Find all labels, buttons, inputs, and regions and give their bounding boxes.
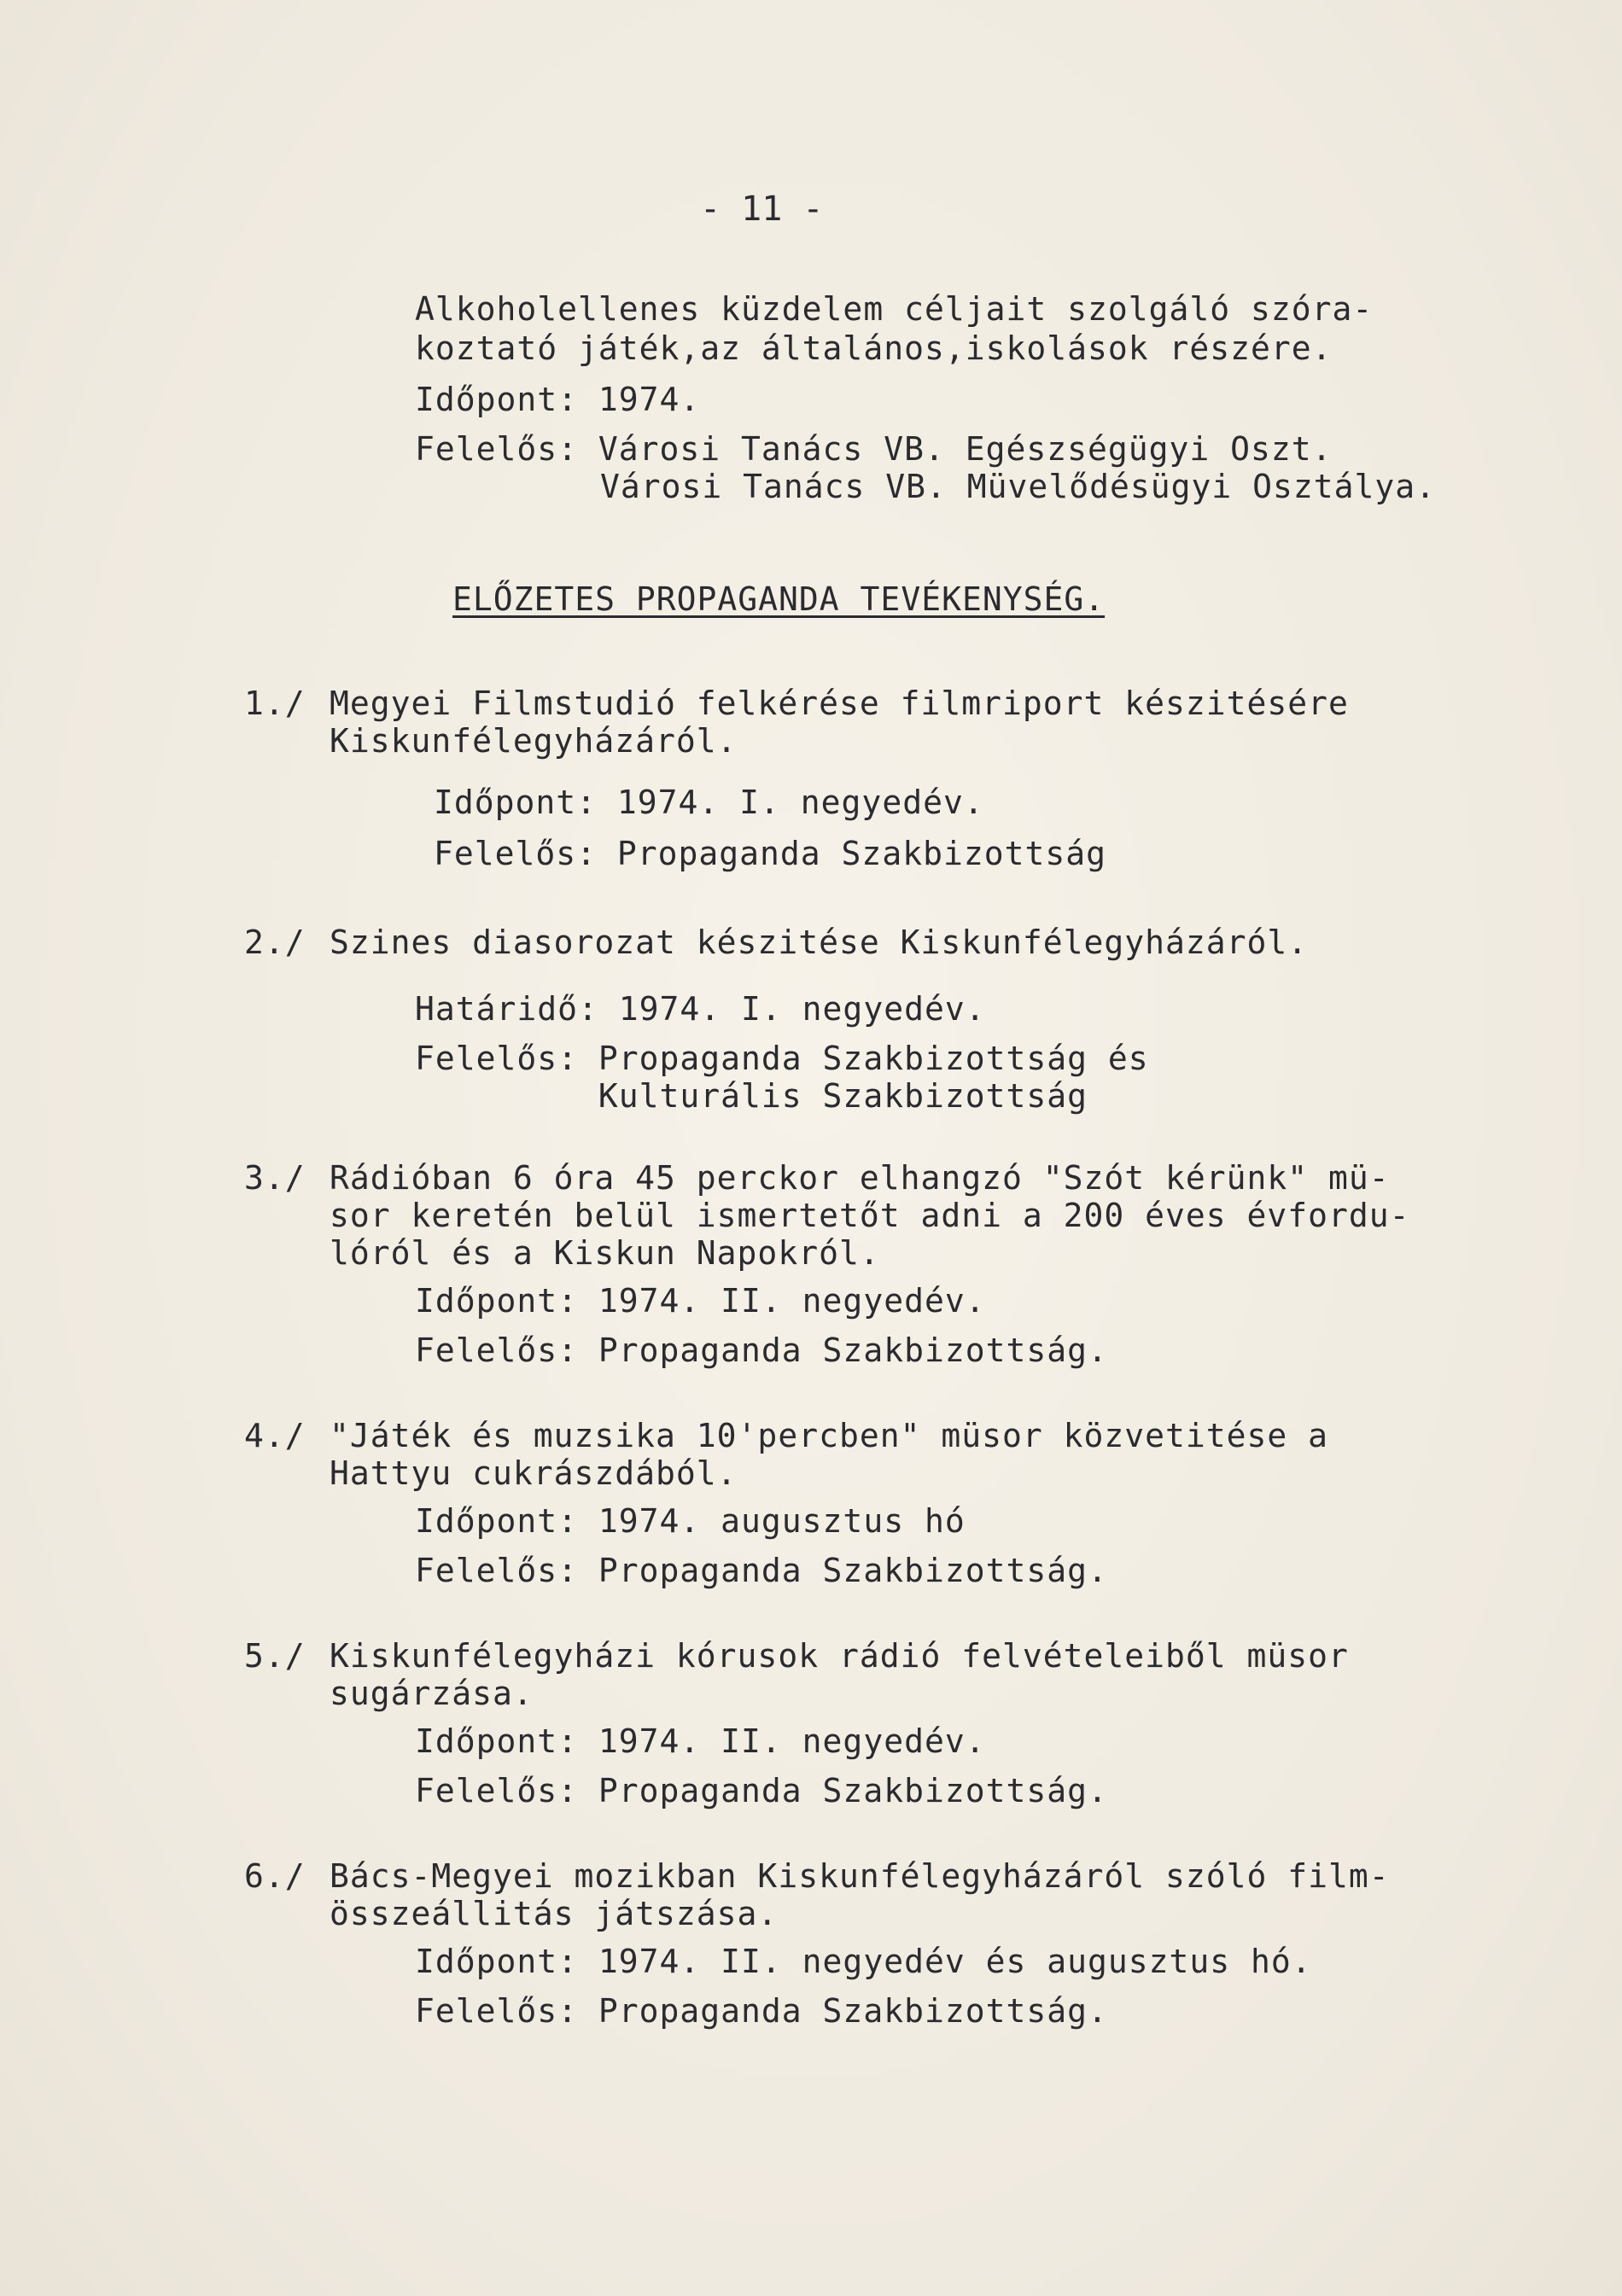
item-responsible: Felelős: Propaganda Szakbizottság <box>434 835 1106 872</box>
item-responsible: Felelős: Propaganda Szakbizottság és <box>415 1040 1149 1077</box>
item-number: 6./ <box>244 1857 306 1895</box>
item-text: Hattyu cukrászdából. <box>330 1454 738 1492</box>
item-time: Időpont: 1974. I. negyedév. <box>434 784 984 821</box>
item-text: Megyei Filmstudió felkérése filmriport készitésére <box>330 685 1349 722</box>
intro-line-1: Alkoholellenes küzdelem céljait szolgáló szóra- <box>415 290 1374 328</box>
item-text: sor keretén belül ismertetőt adni a 200 éves évfordu- <box>330 1197 1410 1234</box>
item-responsible: Felelős: Propaganda Szakbizottság. <box>415 1332 1108 1369</box>
item-number: 4./ <box>244 1417 306 1454</box>
item-text: Kiskunfélegyházi kórusok rádió felvételeiből müsor <box>330 1637 1349 1675</box>
item-text: sugárzása. <box>330 1675 534 1712</box>
item-number: 5./ <box>244 1637 306 1675</box>
section-heading: ELŐZETES PROPAGANDA TEVÉKENYSÉG. <box>452 580 1106 618</box>
item-time: Időpont: 1974. II. negyedév és augusztus hó. <box>415 1943 1312 1980</box>
item-time: Időpont: 1974. augusztus hó <box>415 1502 966 1540</box>
item-number: 2./ <box>244 924 306 961</box>
item-responsible: Felelős: Propaganda Szakbizottság. <box>415 1992 1108 2030</box>
item-text: összeállitás játszása. <box>330 1895 779 1932</box>
intro-line-2: koztató játék,az általános,iskolások részére. <box>415 329 1333 367</box>
item-text: lóról és a Kiskun Napokról. <box>330 1234 880 1272</box>
item-text: Bács-Megyei mozikban Kiskunfélegyházáról szóló film- <box>330 1857 1390 1895</box>
item-time: Időpont: 1974. II. negyedév. <box>415 1722 986 1760</box>
intro-responsible-2: Városi Tanács VB. Müvelődésügyi Osztálya. <box>600 468 1436 505</box>
item-text: Rádióban 6 óra 45 perckor elhangzó "Szót kérünk" mü- <box>330 1159 1390 1197</box>
item-text: Szines diasorozat készitése Kiskunfélegyházáról. <box>330 924 1309 961</box>
item-responsible-continued: Kulturális Szakbizottság <box>415 1077 1088 1115</box>
item-responsible: Felelős: Propaganda Szakbizottság. <box>415 1552 1108 1589</box>
item-number: 1./ <box>244 685 306 722</box>
intro-time: Időpont: 1974. <box>415 381 701 418</box>
item-text: Kiskunfélegyházáról. <box>330 722 738 760</box>
item-number: 3./ <box>244 1159 306 1197</box>
page-number: - 11 - <box>700 189 824 229</box>
item-text: "Játék és muzsika 10'percben" müsor közvetitése a <box>330 1417 1329 1454</box>
item-responsible: Felelős: Propaganda Szakbizottság. <box>415 1772 1108 1809</box>
item-time: Határidő: 1974. I. negyedév. <box>415 990 986 1028</box>
intro-responsible-1: Felelős: Városi Tanács VB. Egészségügyi Oszt. <box>415 430 1333 468</box>
item-time: Időpont: 1974. II. negyedév. <box>415 1282 986 1320</box>
